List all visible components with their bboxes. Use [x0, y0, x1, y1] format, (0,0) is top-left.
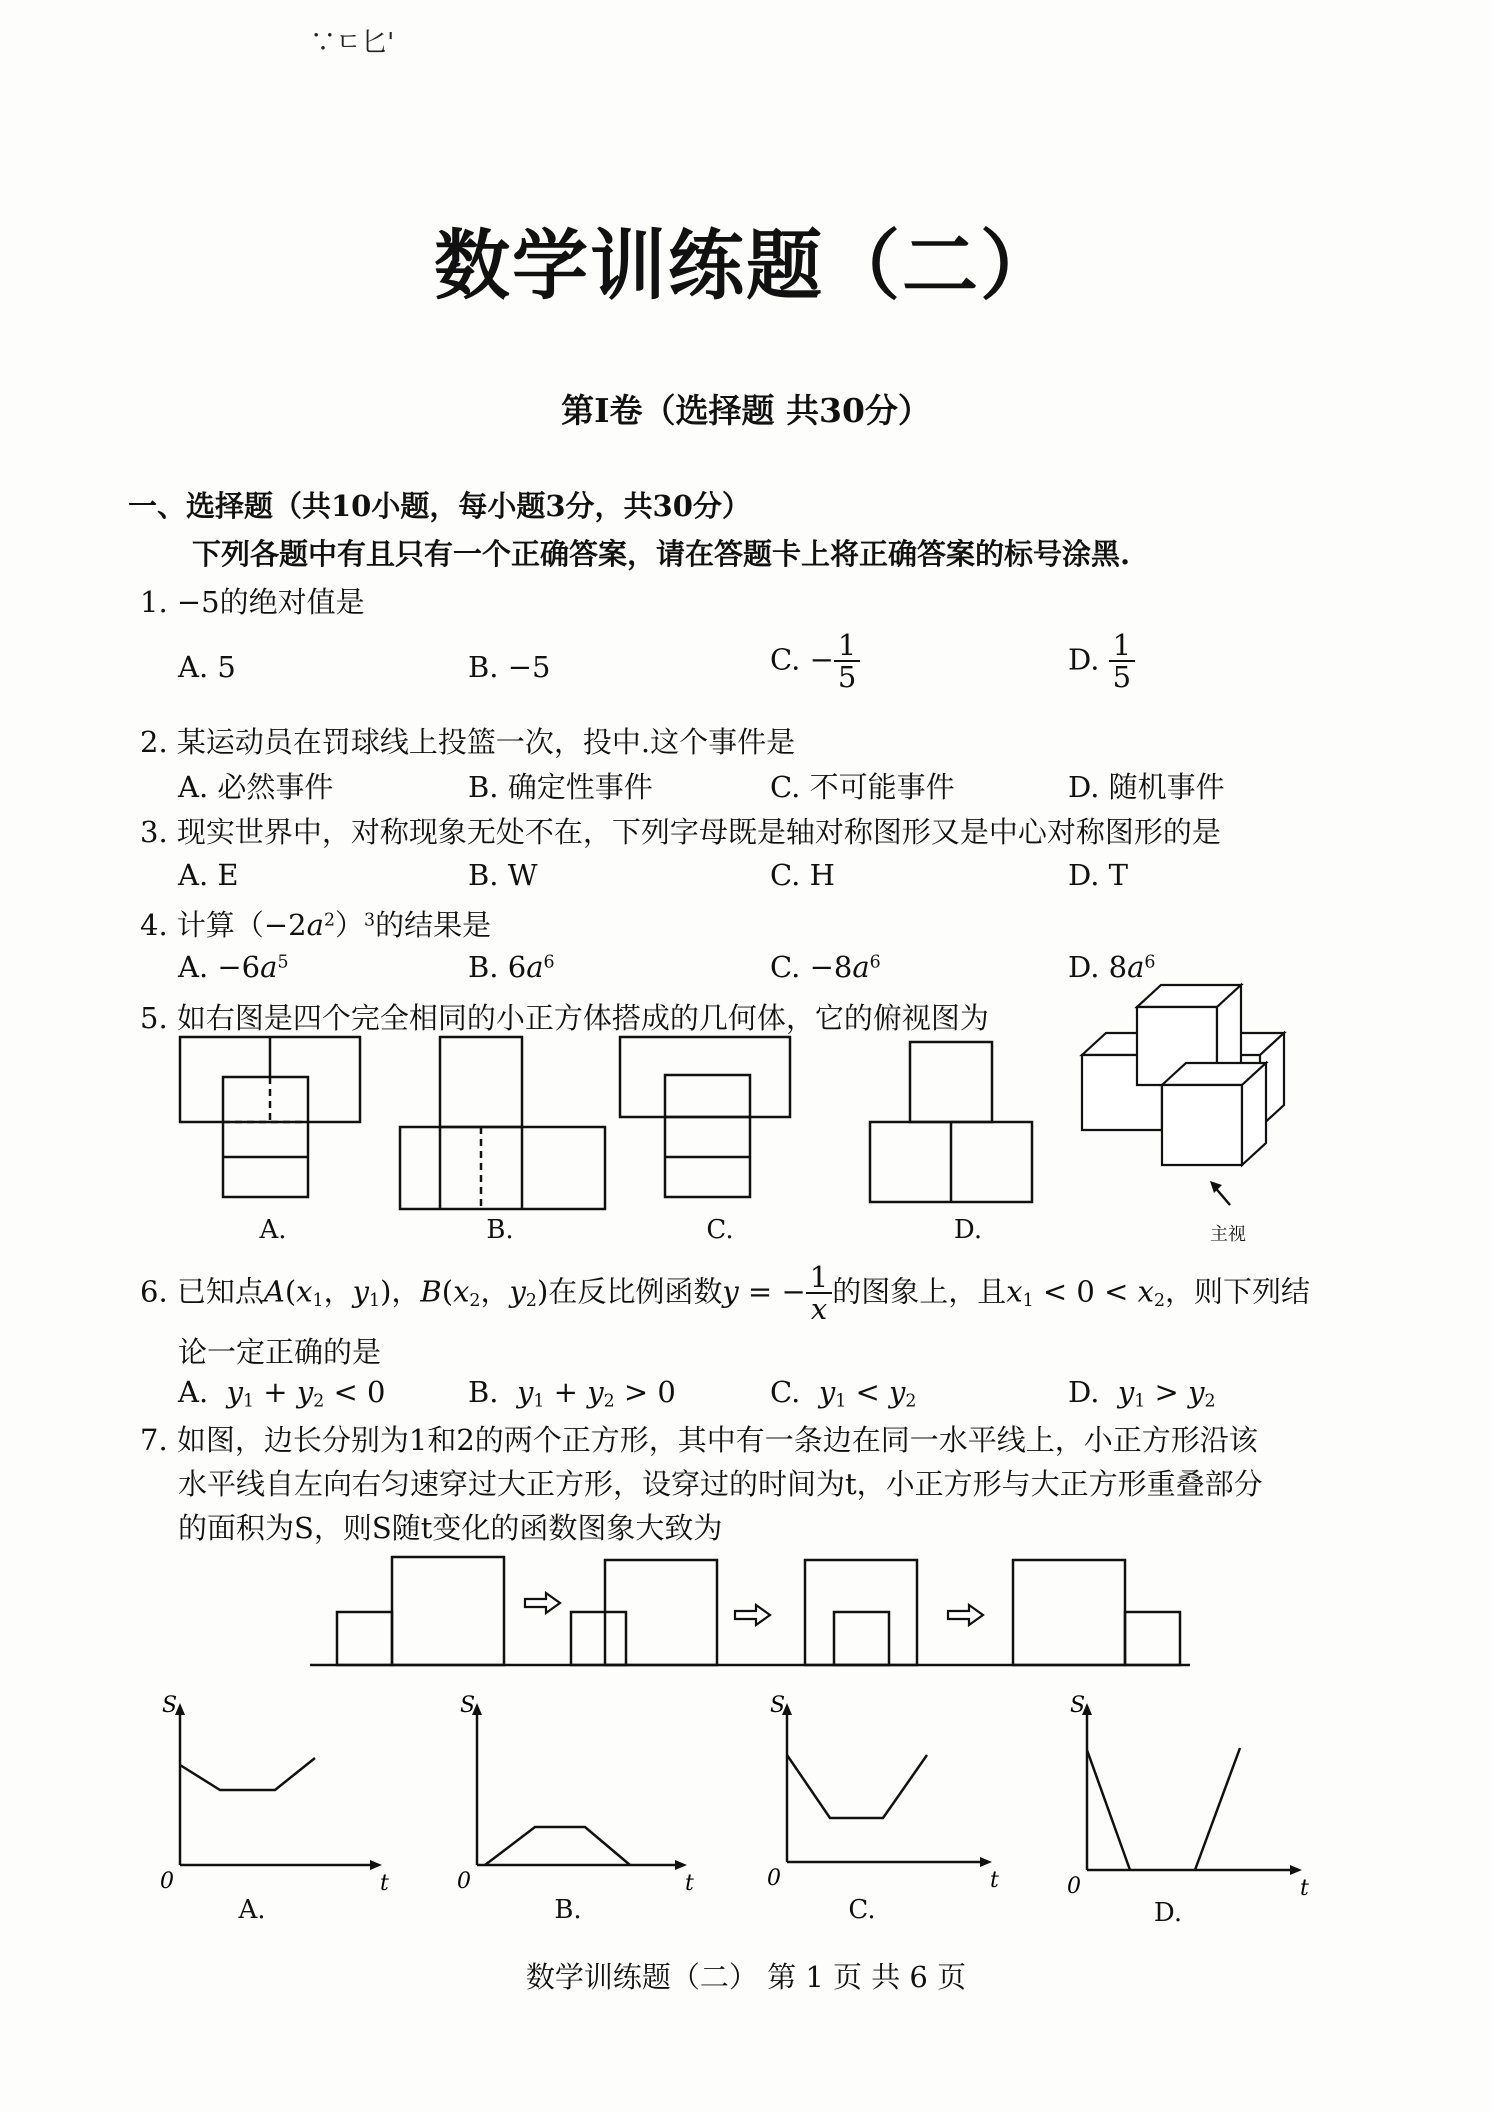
- q7-d-curve-up: [1195, 1748, 1240, 1870]
- q6-stem-line2: 论一定正确的是: [178, 1335, 382, 1369]
- q3-option-c: C. H: [770, 858, 835, 892]
- q1-option-c-prefix: C. −: [770, 642, 834, 677]
- q4-stem-mid: ）: [335, 908, 365, 942]
- q6-d-label: D.: [1068, 1375, 1100, 1409]
- q5-caption-d: D.: [953, 1215, 983, 1245]
- q7-large-square-1: [392, 1557, 504, 1665]
- q6-stem-rest: 在反比例函数: [548, 1274, 723, 1309]
- q7-small-square-4: [1125, 1612, 1180, 1665]
- q7-a-curve: [180, 1758, 315, 1790]
- q1-d-denominator: 5: [1112, 660, 1132, 695]
- q7-c-label-t: t: [990, 1868, 999, 1893]
- q5-c-top-rect: [620, 1037, 790, 1117]
- q5-caption-b: B.: [486, 1215, 514, 1245]
- page-title: 数学训练题（二）: [434, 221, 1058, 310]
- q7-c-curve: [787, 1755, 927, 1818]
- q7-c-x-arrow: [980, 1857, 992, 1867]
- q4-b-pre: B. 6: [468, 950, 527, 984]
- q7-caption-a: A.: [238, 1895, 266, 1925]
- q6-stem-end: ，则下列结: [1165, 1274, 1311, 1309]
- q7-d-origin: 0: [1067, 1874, 1081, 1899]
- q5-view-b: [395, 1035, 645, 1205]
- q4-a-var: a: [260, 950, 278, 984]
- q5-view-d: [865, 1040, 1065, 1210]
- q5-solid-figure: [1080, 985, 1300, 1225]
- q7-d-x-arrow: [1290, 1865, 1302, 1875]
- q7-d-label-t: t: [1300, 1876, 1309, 1901]
- q3-stem: 3. 现实世界中，对称现象无处不在，下列字母既是轴对称图形又是中心对称图形的是: [140, 815, 1221, 849]
- q7-a-label-t: t: [380, 1871, 389, 1896]
- q7-arrow-3: [948, 1605, 983, 1625]
- q4-option-a: [178, 950, 289, 984]
- q7-arrow-1: [525, 1593, 560, 1613]
- q7-b-label-t: t: [685, 1871, 694, 1896]
- q6-b-label: B.: [468, 1375, 499, 1409]
- q5-view-a: [175, 1035, 375, 1205]
- q7-c-label-s: S: [770, 1693, 786, 1718]
- q1-c-denominator: 5: [837, 660, 857, 695]
- q6-stem: 6. 已知点$A(x_1$，$y_1$)，$B(x_2$，$y_2$)在反比例函数y = − $\frac{1}{x}$ 的图象上，且$x_1 < 0 < x_2$，则下列结: [140, 1260, 1311, 1327]
- q5-b-bottom-row: [400, 1127, 605, 1209]
- q4-stem-exp2: 3: [364, 910, 376, 931]
- q1-stem: 1. −5的绝对值是: [140, 585, 365, 619]
- q7-small-square-3: [834, 1612, 889, 1665]
- q7-b-x-arrow: [675, 1860, 687, 1870]
- q7-arrow-2: [735, 1605, 770, 1625]
- q1-d-numerator: 1: [1109, 630, 1135, 662]
- q7-graph-b: [455, 1693, 695, 1896]
- q3-option-d: D. T: [1068, 858, 1128, 892]
- q2-option-d: D. 随机事件: [1068, 770, 1225, 804]
- q7-a-x-arrow: [370, 1860, 382, 1870]
- q1-option-d: [1068, 630, 1135, 693]
- q4-stem-suffix: 的结果是: [375, 908, 492, 942]
- q7-line2: 水平线自左向右匀速穿过大正方形，设穿过的时间为t，小正方形与大正方形重叠部分: [178, 1467, 1263, 1501]
- q6-option-c: C. $y_1 < y_2$: [770, 1375, 917, 1412]
- q7-c-origin: 0: [767, 1866, 781, 1891]
- page-footer: 数学训练题（二） 第 1 页 共 6 页: [525, 1960, 967, 1994]
- q5-d-top-square: [910, 1042, 992, 1122]
- q4-b-var: a: [526, 950, 544, 984]
- q7-d-label-s: S: [1070, 1693, 1086, 1718]
- q7-squares-figure: [310, 1555, 1190, 1670]
- q6-frac-num: 1: [806, 1262, 832, 1294]
- q1-option-d-fraction: [1109, 630, 1135, 693]
- q4-a-pre: A. −6: [178, 950, 261, 984]
- q7-caption-b: B.: [554, 1895, 582, 1925]
- q4-stem: [140, 903, 491, 944]
- part-subtitle: 第Ⅰ卷（选择题 共30分）: [561, 391, 931, 430]
- q1-option-c: [770, 630, 860, 693]
- q4-b-exp: 6: [543, 952, 555, 973]
- q7-small-square-1: [337, 1612, 392, 1665]
- q7-a-origin: 0: [160, 1869, 174, 1894]
- q7-b-label-s: S: [460, 1693, 476, 1718]
- q1-option-c-fraction: [834, 630, 860, 693]
- q4-a-exp: 5: [277, 952, 289, 973]
- q5-view-arrow-head: [1210, 1181, 1222, 1193]
- q5-b-top-square: [440, 1037, 522, 1127]
- q5-caption-a: A.: [259, 1215, 287, 1245]
- q5-stem: 5. 如右图是四个完全相同的小正方体搭成的几何体，它的俯视图为: [140, 1001, 989, 1035]
- q6-fraction: [806, 1262, 832, 1325]
- q4-d-pre: D. 8: [1068, 950, 1128, 984]
- q6-stem-a: 6. 已知点: [140, 1274, 264, 1309]
- q7-graph-c: [765, 1693, 1005, 1893]
- q7-caption-d: D.: [1153, 1898, 1183, 1928]
- q4-c-var: a: [852, 950, 870, 984]
- q6-stem-graph: 的图象上，且: [832, 1274, 1007, 1309]
- corner-mark: ∵ㄷ匕': [310, 28, 395, 58]
- q4-d-exp: 6: [1144, 952, 1156, 973]
- q7-line3: 的面积为S，则S随t变化的函数图象大致为: [178, 1511, 723, 1545]
- q1-option-b: B. −5: [468, 650, 551, 684]
- q2-option-a: A. 必然事件: [178, 770, 334, 804]
- q7-a-label-s: S: [162, 1693, 178, 1718]
- q7-d-curve-down: [1087, 1750, 1130, 1870]
- q3-option-a: A. E: [178, 858, 239, 892]
- q7-line1: 7. 如图，边长分别为1和2的两个正方形，其中有一条边在同一水平线上，小正方形沿该: [140, 1423, 1258, 1457]
- q7-large-square-4: [1013, 1560, 1125, 1665]
- q4-c-pre: C. −8: [770, 950, 853, 984]
- instruction: 下列各题中有且只有一个正确答案，请在答题卡上将正确答案的标号涂黑.: [192, 537, 1131, 571]
- q4-c-exp: 6: [869, 952, 881, 973]
- q1-option-d-prefix: D.: [1068, 642, 1100, 677]
- q4-stem-var: a: [306, 908, 324, 942]
- q6-a-label: A.: [178, 1375, 209, 1409]
- q4-d-var: a: [1127, 950, 1145, 984]
- q5-c-lower-rect: [665, 1075, 750, 1197]
- q7-graph-a: [160, 1693, 390, 1896]
- q2-option-c: C. 不可能事件: [770, 770, 955, 804]
- q2-option-b: B. 确定性事件: [468, 770, 653, 804]
- q4-stem-prefix: 4. 计算（−2: [140, 908, 307, 942]
- q6-c-label: C.: [770, 1375, 801, 1409]
- q6-option-b: B. $y_1 + y_2 > 0$: [468, 1375, 676, 1412]
- q3-option-b: B. W: [468, 858, 538, 892]
- q2-stem: 2. 某运动员在罚球线上投篮一次，投中.这个事件是: [140, 725, 796, 759]
- q4-option-d: [1068, 950, 1155, 984]
- q4-option-b: [468, 950, 555, 984]
- q1-c-numerator: 1: [834, 630, 860, 662]
- q5-a-lower-rect: [223, 1077, 308, 1197]
- q5-solid-front-face: [1162, 1085, 1242, 1165]
- q7-caption-c: C.: [848, 1895, 876, 1925]
- q4-stem-exp: 2: [323, 910, 336, 931]
- q1-option-a: A. 5: [178, 650, 236, 684]
- q7-small-square-2: [571, 1612, 626, 1665]
- q6-option-d: D. $y_1 > y_2$: [1068, 1375, 1216, 1412]
- q4-option-c: [770, 950, 881, 984]
- section-heading: 一、选择题（共10小题，每小题3分，共30分）: [128, 489, 751, 523]
- q7-graph-d: [1065, 1693, 1315, 1901]
- q5-view-label: 主视: [1210, 1224, 1246, 1245]
- q5-caption-c: C.: [706, 1215, 734, 1245]
- q6-frac-den: x: [810, 1292, 828, 1327]
- q7-b-origin: 0: [457, 1869, 471, 1894]
- q6-option-a: A. $y_1 + y_2 < 0$: [178, 1375, 386, 1412]
- q5-view-c: [615, 1035, 815, 1205]
- q7-b-curve: [485, 1827, 630, 1865]
